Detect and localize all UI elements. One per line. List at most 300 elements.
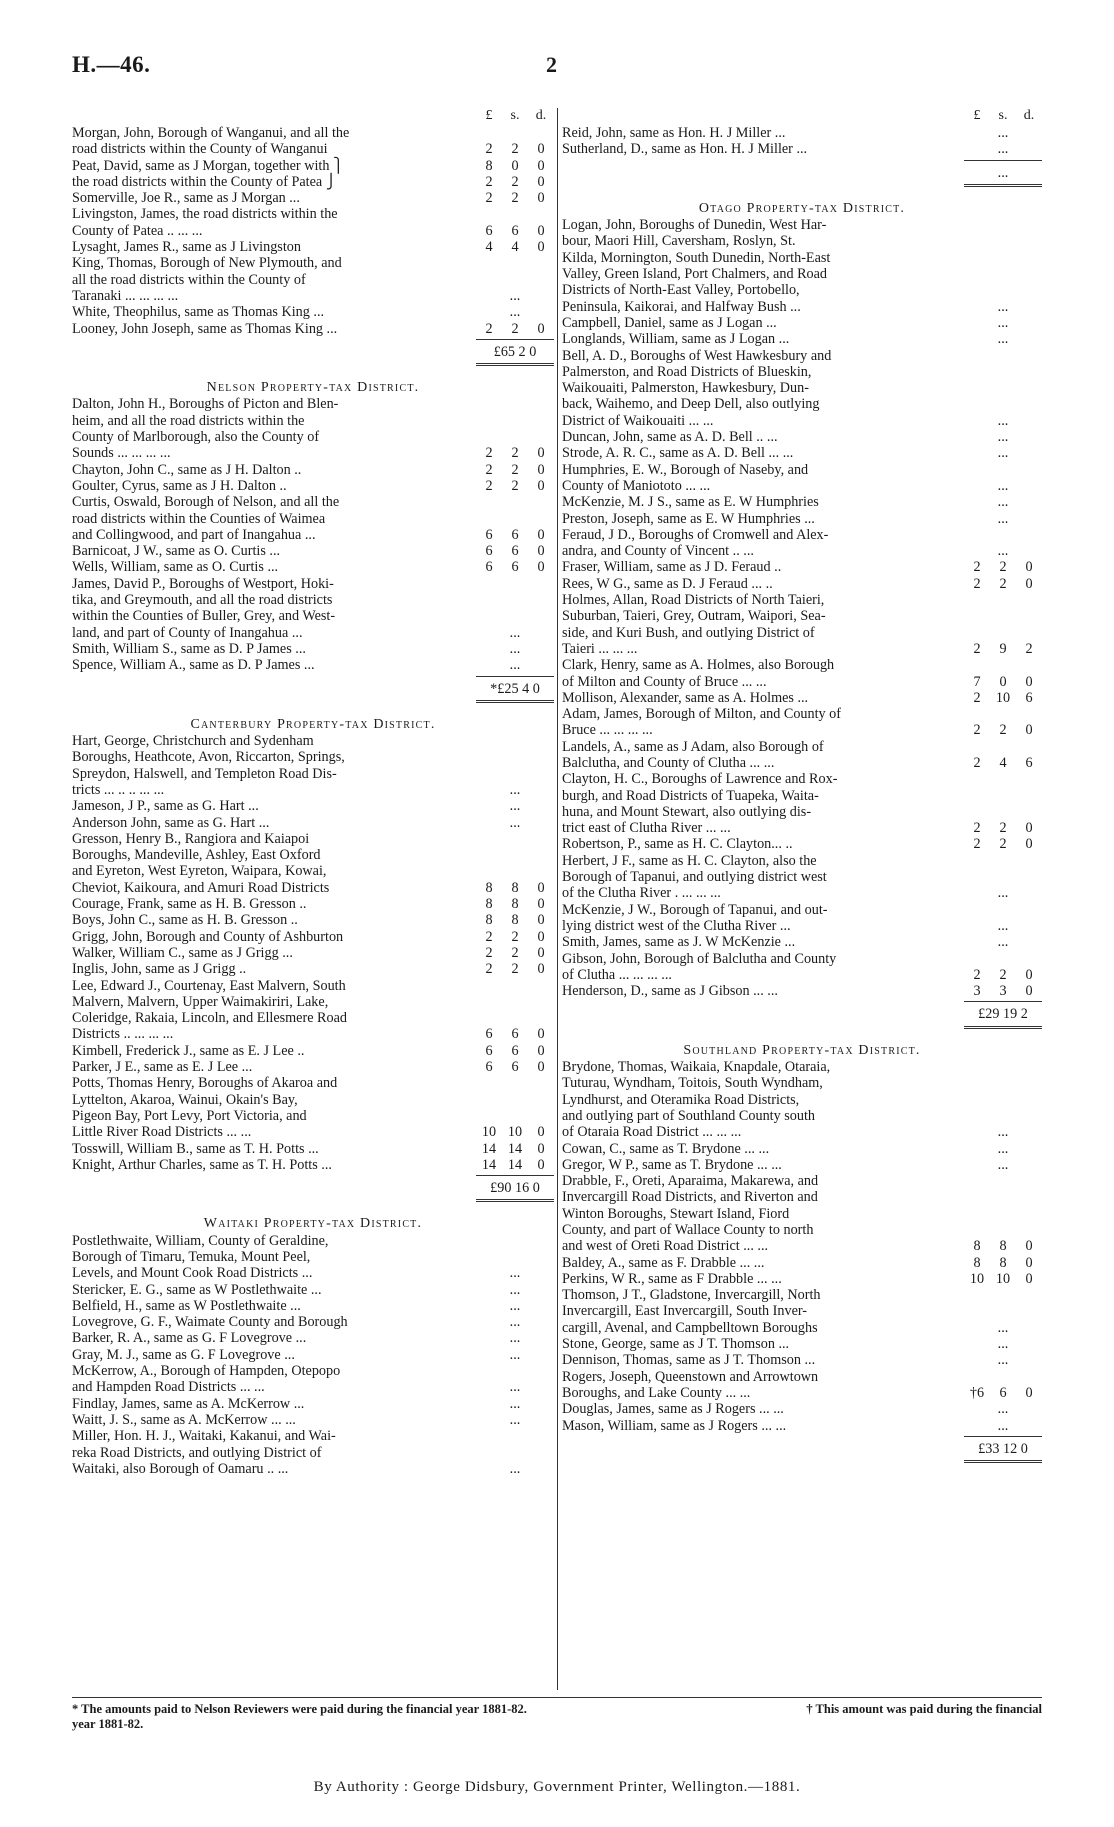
total-value: £90 16 0 — [476, 1175, 554, 1202]
reviewer-entry — [72, 733, 554, 798]
amount-value: 2 — [485, 190, 493, 207]
reviewer-entry — [562, 853, 1042, 902]
footnote-dagger: † This amount was paid during the financial — [806, 1702, 1042, 1716]
amount-value: 0 — [537, 1156, 545, 1173]
amount-value: †6 — [969, 1384, 985, 1401]
reviewer-entry — [72, 190, 554, 206]
amount-value: 14 — [481, 1140, 497, 1157]
entry-text — [562, 315, 964, 331]
entry-line: Dalton, John H., Boroughs of Picton and Blen- — [72, 396, 339, 413]
reviewer-entry — [562, 706, 1042, 739]
entry-text — [72, 831, 476, 896]
entry-text — [72, 1298, 476, 1314]
reviewer-entry — [72, 396, 554, 461]
entry-text — [562, 429, 964, 445]
entry-line: of the Clutha River . ... ... ... — [562, 885, 721, 902]
entry-amount — [964, 559, 1042, 575]
amount-value: 0 — [1025, 836, 1033, 853]
district-total — [72, 339, 554, 366]
entry-line: Parker, J E., same as E. J Lee ... — [72, 1059, 253, 1076]
amount-value: 0 — [537, 1042, 545, 1059]
entry-line: Hart, George, Christchurch and Sydenham — [72, 733, 314, 750]
entry-line: Sutherland, D., same as Hon. H. J Miller ... — [562, 141, 808, 158]
amount-value: ... — [509, 1346, 521, 1363]
amount-value: 0 — [1025, 673, 1033, 690]
reviewer-entry — [72, 912, 554, 928]
entry-amount — [964, 967, 1042, 983]
entry-text — [72, 1412, 476, 1428]
entry-text — [72, 576, 476, 641]
entry-text — [562, 1141, 964, 1157]
amount-value: ... — [509, 287, 521, 304]
entry-text — [72, 1059, 476, 1075]
amount-value: 8 — [511, 879, 519, 896]
entry-line: Stone, George, same as J T. Thomson ... — [562, 1336, 790, 1353]
entry-text — [562, 445, 964, 461]
amount-value: 0 — [537, 961, 545, 978]
entry-amount — [476, 1141, 554, 1157]
entry-text — [562, 902, 964, 935]
reviewer-entry — [562, 331, 1042, 347]
entry-line: Gray, M. J., same as G. F Lovegrove ... — [72, 1346, 295, 1363]
amount-value: ... — [997, 298, 1009, 315]
entry-text — [72, 125, 476, 158]
entry-line: Spreydon, Halswell, and Templeton Road Dis- — [72, 765, 337, 782]
entry-line: Bruce ... ... ... ... — [562, 722, 653, 739]
entry-text — [562, 1369, 964, 1402]
entry-line: back, Waihemo, and Deep Dell, also outlying — [562, 396, 820, 413]
reviewer-entry — [72, 896, 554, 912]
entry-text — [72, 559, 476, 575]
reviewer-entry — [562, 771, 1042, 836]
entry-text — [72, 978, 476, 1043]
amount-value: ... — [997, 477, 1009, 494]
entry-line: and west of Oreti Road District ... ... — [562, 1238, 769, 1255]
entry-line: Winton Boroughs, Stewart Island, Fiord — [562, 1205, 790, 1222]
reviewer-entry — [562, 657, 1042, 690]
reviewer-entry — [562, 934, 1042, 950]
entry-line: Somerville, Joe R., same as J Morgan ... — [72, 190, 300, 207]
amount-value: 2 — [485, 961, 493, 978]
entry-text — [562, 1173, 964, 1254]
reviewer-entry — [562, 1352, 1042, 1368]
amount-value: 7 — [973, 673, 981, 690]
reviewer-entry — [562, 511, 1042, 527]
entry-amount — [476, 1330, 554, 1346]
entry-text — [72, 304, 476, 320]
district-title: Nelson Property-tax District. — [206, 380, 420, 396]
entry-amount — [476, 141, 554, 157]
amount-value: 6 — [485, 222, 493, 239]
entry-line: Lyndhurst, and Oteramika Road Districts, — [562, 1091, 800, 1108]
amount-value: 0 — [537, 141, 545, 158]
reviewer-entry — [72, 1363, 554, 1396]
currency-unit: d. — [535, 108, 547, 123]
reviewer-entry — [562, 141, 1042, 157]
entry-amount — [964, 885, 1042, 901]
total-value: *£25 4 0 — [476, 676, 554, 703]
amount-value: 2 — [485, 944, 493, 961]
entry-line: Districts of North-East Valley, Portobello, — [562, 282, 800, 299]
reviewer-entry — [72, 798, 554, 814]
entry-line: Baldey, A., same as F. Drabble ... ... — [562, 1254, 765, 1271]
amount-value: ... — [509, 1379, 521, 1396]
entry-amount — [964, 1320, 1042, 1336]
amount-value: 2 — [511, 944, 519, 961]
amount-value: 0 — [537, 526, 545, 543]
entry-line: Valley, Green Island, Port Chalmers, and Road — [562, 266, 828, 283]
amount-value: ... — [509, 798, 521, 815]
amount-value: 2 — [999, 836, 1007, 853]
amount-value: ... — [509, 304, 521, 321]
entry-text — [562, 125, 964, 141]
amount-value: 0 — [537, 1026, 545, 1043]
entry-text — [72, 641, 476, 657]
reviewer-entry — [72, 206, 554, 239]
entry-line: bour, Maori Hill, Caversham, Roslyn, St. — [562, 233, 796, 250]
entry-line: Potts, Thomas Henry, Boroughs of Akaroa and — [72, 1075, 338, 1092]
footnote-nelson: * The amounts paid to Nelson Reviewers were paid during the financial year 1881-82. — [72, 1702, 527, 1716]
entry-line: District of Waikouaiti ... ... — [562, 412, 714, 429]
amount-value: 0 — [537, 320, 545, 337]
entry-amount — [964, 722, 1042, 738]
reviewer-entry — [562, 462, 1042, 495]
entry-amount — [964, 820, 1042, 836]
entry-text — [562, 934, 964, 950]
amount-value: 0 — [1025, 1254, 1033, 1271]
entry-line: Coleridge, Rakaia, Lincoln, and Ellesmere Road — [72, 1010, 347, 1027]
amount-value: 0 — [1025, 722, 1033, 739]
entry-line: Longlands, William, same as J Logan ... — [562, 331, 790, 348]
entry-line: Fraser, William, same as J D. Feraud .. — [562, 559, 782, 576]
entry-line: King, Thomas, Borough of New Plymouth, and — [72, 255, 342, 272]
entry-line: the road districts within the County of Patea ⎭ — [72, 173, 337, 190]
entry-line: Tosswill, William B., same as T. H. Potts ... — [72, 1140, 319, 1157]
amount-value: 6 — [511, 1026, 519, 1043]
entry-line: Pigeon Bay, Port Levy, Port Victoria, and — [72, 1107, 307, 1124]
amount-value: 2 — [973, 689, 981, 706]
entry-line: Kimbell, Frederick J., same as E. J Lee .. — [72, 1042, 305, 1059]
amount-value: ... — [509, 1314, 521, 1331]
entry-line: Mollison, Alexander, same as A. Holmes ... — [562, 689, 809, 706]
reviewer-entry — [72, 1298, 554, 1314]
reviewer-entry — [562, 690, 1042, 706]
entry-line: Districts .. ... ... ... — [72, 1026, 174, 1043]
entry-line: Dennison, Thomas, same as J T. Thomson ... — [562, 1352, 816, 1369]
entry-text — [562, 331, 964, 347]
amount-value: 6 — [1025, 754, 1033, 771]
amount-value: 2 — [485, 173, 493, 190]
entry-text — [72, 1233, 476, 1282]
entry-text — [72, 462, 476, 478]
amount-value: 2 — [511, 445, 519, 462]
entry-line: Jameson, J P., same as G. Hart ... — [72, 798, 259, 815]
amount-value: 0 — [537, 190, 545, 207]
amount-value: ... — [997, 543, 1009, 560]
currency-unit: d. — [1023, 108, 1035, 123]
amount-value: ... — [997, 1156, 1009, 1173]
amount-value: 2 — [485, 461, 493, 478]
entry-line: of Otaraia Road District ... ... ... — [562, 1124, 742, 1141]
entry-line: Feraud, J D., Boroughs of Cromwell and Alex- — [562, 526, 829, 543]
entry-line: Landels, A., same as J Adam, also Borough of — [562, 738, 824, 755]
entry-line: Douglas, James, same as J Rogers ... ... — [562, 1401, 784, 1418]
entry-text — [72, 190, 476, 206]
entry-text — [72, 1043, 476, 1059]
amount-value: 0 — [511, 157, 519, 174]
entry-amount — [476, 1298, 554, 1314]
amount-value: 0 — [537, 896, 545, 913]
amount-value: 6 — [999, 1384, 1007, 1401]
amount-value: 14 — [481, 1156, 497, 1173]
entry-line: Little River Road Districts ... ... — [72, 1124, 252, 1141]
entry-text — [72, 912, 476, 928]
reviewer-entry — [72, 1157, 554, 1173]
entry-line: Preston, Joseph, same as E. W Humphries ... — [562, 510, 815, 527]
reviewer-entry — [562, 592, 1042, 657]
amount-value: ... — [997, 314, 1009, 331]
reviewer-entry — [72, 1141, 554, 1157]
amount-value: 6 — [1025, 689, 1033, 706]
entry-amount — [476, 223, 554, 239]
entry-line: McKenzie, J W., Borough of Tapanui, and out- — [562, 901, 828, 918]
reviewer-entry — [72, 978, 554, 1043]
reviewer-entry — [562, 559, 1042, 575]
column-divider — [557, 108, 558, 1690]
entry-line: County of Patea .. ... ... — [72, 222, 203, 239]
entry-line: within the Counties of Buller, Grey, and West- — [72, 608, 336, 625]
entry-amount — [476, 527, 554, 543]
amount-value: 8 — [973, 1254, 981, 1271]
entry-amount — [476, 1347, 554, 1363]
reviewer-entry — [562, 348, 1042, 429]
amount-value: 0 — [537, 445, 545, 462]
entry-text — [562, 983, 964, 999]
entry-line: Bell, A. D., Boroughs of West Hawkesbury and — [562, 347, 832, 364]
entry-line: McKerrow, A., Borough of Hampden, Otepopo — [72, 1363, 341, 1380]
entry-amount — [476, 1314, 554, 1330]
entry-text — [72, 206, 476, 239]
entry-amount — [964, 983, 1042, 999]
entry-amount — [476, 1461, 554, 1477]
amount-value: ... — [997, 1352, 1009, 1369]
amount-value: 8 — [999, 1238, 1007, 1255]
amount-value: 8 — [485, 157, 493, 174]
amount-value: 14 — [507, 1140, 523, 1157]
entry-amount — [476, 912, 554, 928]
entry-line: Reid, John, same as Hon. H. J Miller ... — [562, 125, 786, 141]
entry-line: Palmerston, and Road Districts of Blueskin, — [562, 363, 812, 380]
amount-value: ... — [997, 125, 1009, 141]
reviewer-entry — [72, 125, 554, 158]
reviewer-entry — [562, 494, 1042, 510]
entry-line: Grigg, John, Borough and County of Ashburton — [72, 928, 344, 945]
entry-amount — [476, 929, 554, 945]
entry-line: trict east of Clutha River ... ... — [562, 820, 731, 837]
entry-line: and outlying part of Southland County south — [562, 1107, 815, 1124]
amount-value: 0 — [537, 477, 545, 494]
entry-amount — [476, 625, 554, 641]
footnote-rule — [72, 1697, 1042, 1698]
entry-line: Waitaki, also Borough of Oamaru .. ... — [72, 1460, 289, 1477]
entry-line: Courage, Frank, same as H. B. Gresson .. — [72, 896, 307, 913]
amount-value: 0 — [537, 173, 545, 190]
amount-value: 6 — [485, 543, 493, 560]
amount-value: 2 — [511, 961, 519, 978]
amount-value: 0 — [537, 879, 545, 896]
entry-text — [72, 174, 476, 190]
entry-amount — [476, 782, 554, 798]
entry-amount — [964, 331, 1042, 347]
amount-value: 2 — [511, 190, 519, 207]
entry-line: Mason, William, same as J Rogers ... ... — [562, 1417, 787, 1434]
entry-line: Inglis, John, same as J Grigg .. — [72, 961, 247, 978]
amount-value: 2 — [485, 445, 493, 462]
amount-value: 6 — [511, 559, 519, 576]
entry-line: Boroughs, Mandeville, Ashley, East Oxford — [72, 847, 321, 864]
entry-text — [72, 945, 476, 961]
entry-text — [562, 657, 964, 690]
entry-line: White, Theophilus, same as Thomas King ... — [72, 304, 325, 321]
entry-amount — [476, 445, 554, 461]
reviewer-entry — [562, 527, 1042, 560]
entry-line: Miller, Hon. H. J., Waitaki, Kakanui, and Wai- — [72, 1428, 336, 1445]
entry-amount — [964, 478, 1042, 494]
entry-line: Peninsula, Kaikorai, and Halfway Bush ... — [562, 298, 801, 315]
page-header — [0, 52, 1114, 82]
amount-value: 0 — [1025, 820, 1033, 837]
amount-value: 0 — [537, 1124, 545, 1141]
entry-line: Taieri ... ... ... — [562, 640, 638, 657]
amount-value: ... — [509, 814, 521, 831]
entry-line: Smith, William S., same as D. P James ... — [72, 640, 306, 657]
reviewer-entry — [72, 174, 554, 190]
entry-line: Sounds ... ... ... ... — [72, 445, 171, 462]
amount-value: 2 — [973, 966, 981, 983]
entry-text — [562, 1157, 964, 1173]
amount-value: 2 — [973, 559, 981, 576]
entry-line: huna, and Mount Stewart, also outlying dis- — [562, 803, 812, 820]
entry-line: Drabble, F., Oreti, Aparaima, Makarewa, and — [562, 1173, 819, 1190]
entry-amount — [964, 934, 1042, 950]
entry-amount — [964, 141, 1042, 157]
amount-value: 0 — [1025, 966, 1033, 983]
amount-value: 0 — [1025, 983, 1033, 1000]
amount-value: 3 — [999, 983, 1007, 1000]
amount-value: ... — [509, 781, 521, 798]
entry-line: cargill, Avenal, and Campbelltown Boroughs — [562, 1319, 818, 1336]
amount-value: 2 — [485, 928, 493, 945]
entry-line: Strode, A. R. C., same as A. D. Bell ... ... — [562, 445, 794, 462]
amount-value: 10 — [995, 689, 1011, 706]
district-title: Southland Property-tax District. — [683, 1042, 921, 1058]
entry-amount — [476, 1265, 554, 1281]
amount-value: ... — [509, 640, 521, 657]
entry-text — [562, 1336, 964, 1352]
entry-text — [562, 348, 964, 429]
amount-value: 2 — [999, 559, 1007, 576]
entry-text — [562, 706, 964, 739]
amount-value: 0 — [537, 157, 545, 174]
entry-text — [562, 527, 964, 560]
entry-line: Tuturau, Wyndham, Toitois, South Wyndham, — [562, 1075, 823, 1092]
entry-line: Logan, John, Boroughs of Dunedin, West Har- — [562, 217, 827, 234]
footnotes — [72, 1702, 1042, 1732]
entry-text — [562, 462, 964, 495]
entry-amount — [476, 174, 554, 190]
entry-amount — [964, 511, 1042, 527]
entry-amount — [964, 1336, 1042, 1352]
entry-line: Curtis, Oswald, Borough of Nelson, and all the — [72, 494, 340, 511]
amount-value: 2 — [999, 820, 1007, 837]
entry-line: Cowan, C., same as T. Brydone ... ... — [562, 1140, 770, 1157]
entry-line: Rogers, Joseph, Queenstown and Arrowtown — [562, 1368, 819, 1385]
entry-amount — [476, 239, 554, 255]
reviewer-entry — [562, 902, 1042, 935]
entry-text — [562, 559, 964, 575]
amount-value: ... — [997, 1336, 1009, 1353]
amount-value: 2 — [973, 820, 981, 837]
amount-value: 6 — [485, 559, 493, 576]
district-total — [72, 1175, 554, 1202]
entry-amount — [476, 641, 554, 657]
entry-line: Gibson, John, Borough of Balclutha and County — [562, 950, 837, 967]
entry-amount — [964, 429, 1042, 445]
amount-value: 2 — [511, 928, 519, 945]
entry-line: Goulter, Cyrus, same as J H. Dalton .. — [72, 477, 287, 494]
amount-value: ... — [997, 494, 1009, 511]
entry-amount — [964, 576, 1042, 592]
reviewer-entry — [72, 158, 554, 174]
entry-line: Balclutha, and County of Clutha ... ... — [562, 754, 775, 771]
entry-amount — [476, 288, 554, 304]
amount-value: 0 — [1025, 575, 1033, 592]
reviewer-entry — [72, 1233, 554, 1282]
entry-amount — [964, 1271, 1042, 1287]
amount-value: 0 — [537, 1059, 545, 1076]
document-reference: H.—46. — [72, 52, 151, 77]
amount-value: ... — [997, 934, 1009, 951]
amount-value: 4 — [485, 239, 493, 256]
entry-text — [72, 1347, 476, 1363]
currency-unit: s. — [998, 108, 1008, 123]
amount-value: 8 — [485, 879, 493, 896]
entry-amount — [964, 1255, 1042, 1271]
amount-value: ... — [509, 624, 521, 641]
entry-text — [72, 929, 476, 945]
entry-line: Belfield, H., same as W Postlethwaite ... — [72, 1297, 301, 1314]
reviewer-entry — [72, 657, 554, 673]
reviewer-entry — [562, 429, 1042, 445]
entry-line: Stericker, E. G., same as W Postlethwaite ... — [72, 1281, 322, 1298]
amount-value: ... — [997, 1140, 1009, 1157]
entry-line: County, and part of Wallace County to north — [562, 1222, 814, 1238]
entry-line: Invercargill Road Districts, and Riverton and — [562, 1189, 818, 1206]
entry-text — [72, 961, 476, 977]
left-column — [72, 108, 554, 1477]
district-total — [562, 1001, 1042, 1028]
entry-amount — [964, 690, 1042, 706]
entry-line: Lovegrove, G. F., Waimate County and Borough — [72, 1314, 348, 1331]
amount-value: 3 — [973, 983, 981, 1000]
reviewer-entry — [72, 1282, 554, 1298]
entry-line: Postlethwaite, William, County of Geraldine, — [72, 1232, 329, 1249]
entry-line: Peat, David, same as J Morgan, together with ⎫ — [72, 157, 344, 174]
reviewer-entry — [562, 1369, 1042, 1402]
amount-value: ... — [997, 445, 1009, 462]
reviewer-entry — [72, 1428, 554, 1477]
entry-amount — [476, 559, 554, 575]
